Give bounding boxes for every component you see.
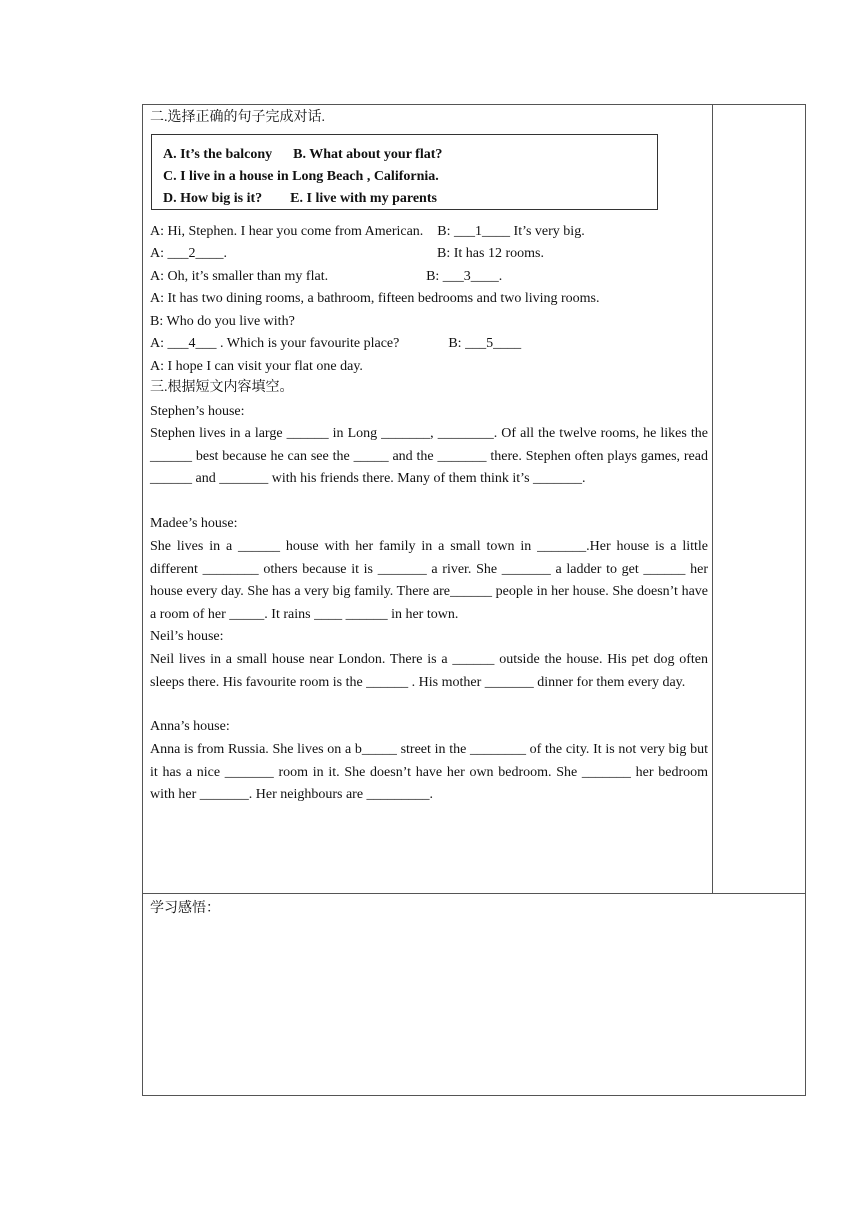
- choice-line: C. I live in a house in Long Beach , California.: [163, 169, 439, 184]
- passage-label-anna: Anna’s house:: [150, 719, 230, 734]
- dialogue-line: A: I hope I can visit your flat one day.: [150, 359, 363, 374]
- choice-line: A. It’s the balcony B. What about your flat?: [163, 147, 443, 162]
- section2-title: 二.选择正确的句子完成对话.: [150, 110, 325, 125]
- reflection-label: 学习感悟：: [150, 901, 220, 916]
- dialogue-line: A: ___2____. B: It has 12 rooms.: [150, 246, 544, 261]
- passage-label-madee: Madee’s house:: [150, 516, 238, 531]
- dialogue-line: A: ___4___ . Which is your favourite place? B: ___5____: [150, 336, 522, 351]
- table-row-divider: [142, 893, 806, 894]
- table-column-divider: [712, 104, 713, 894]
- passage-label-neil: Neil’s house:: [150, 629, 224, 644]
- dialogue-line: B: Who do you live with?: [150, 314, 295, 329]
- passage-text-madee: She lives in a ______ house with her family in a small town in _______.Her house is a little different ________ others because it is _______ a river. She _______ a ladder to get ______ her house every day. She has a very big family. There are______ people in her house. She doesn’t have a room of her _____. It rains ____ ______ in her town.: [150, 539, 708, 622]
- choices-box: [151, 134, 658, 210]
- dialogue-line: A: Oh, it’s smaller than my flat. B: ___3____.: [150, 269, 503, 284]
- choice-line: D. How big is it? E. I live with my parents: [163, 191, 437, 206]
- passage-text-neil: Neil lives in a small house near London. There is a ______ outside the house. His pet dog often sleeps there. His favourite room is the ______ . His mother _______ dinner for them every day.: [150, 652, 708, 690]
- passage-text-anna: Anna is from Russia. She lives on a b_____ street in the ________ of the city. It is not very big but it has a nice _______ room in it. She doesn’t have her own bedroom. She _______ her bedroom with her _______. Her neighbours are _________.: [150, 742, 708, 803]
- passage-label-stephen: Stephen’s house:: [150, 404, 245, 419]
- dialogue-line: A: It has two dining rooms, a bathroom, fifteen bedrooms and two living rooms.: [150, 291, 600, 306]
- dialogue-line: A: Hi, Stephen. I hear you come from American. B: ___1____ It’s very big.: [150, 224, 585, 239]
- passage-text-stephen: Stephen lives in a large ______ in Long _______, ________. Of all the twelve rooms, he likes the ______ best because he can see the _____ and the _______ there. Stephen often plays games, read ______ and _______ with his friends there. Many of them think it’s _______.: [150, 426, 708, 487]
- section3-title: 三.根据短文内容填空。: [150, 380, 294, 395]
